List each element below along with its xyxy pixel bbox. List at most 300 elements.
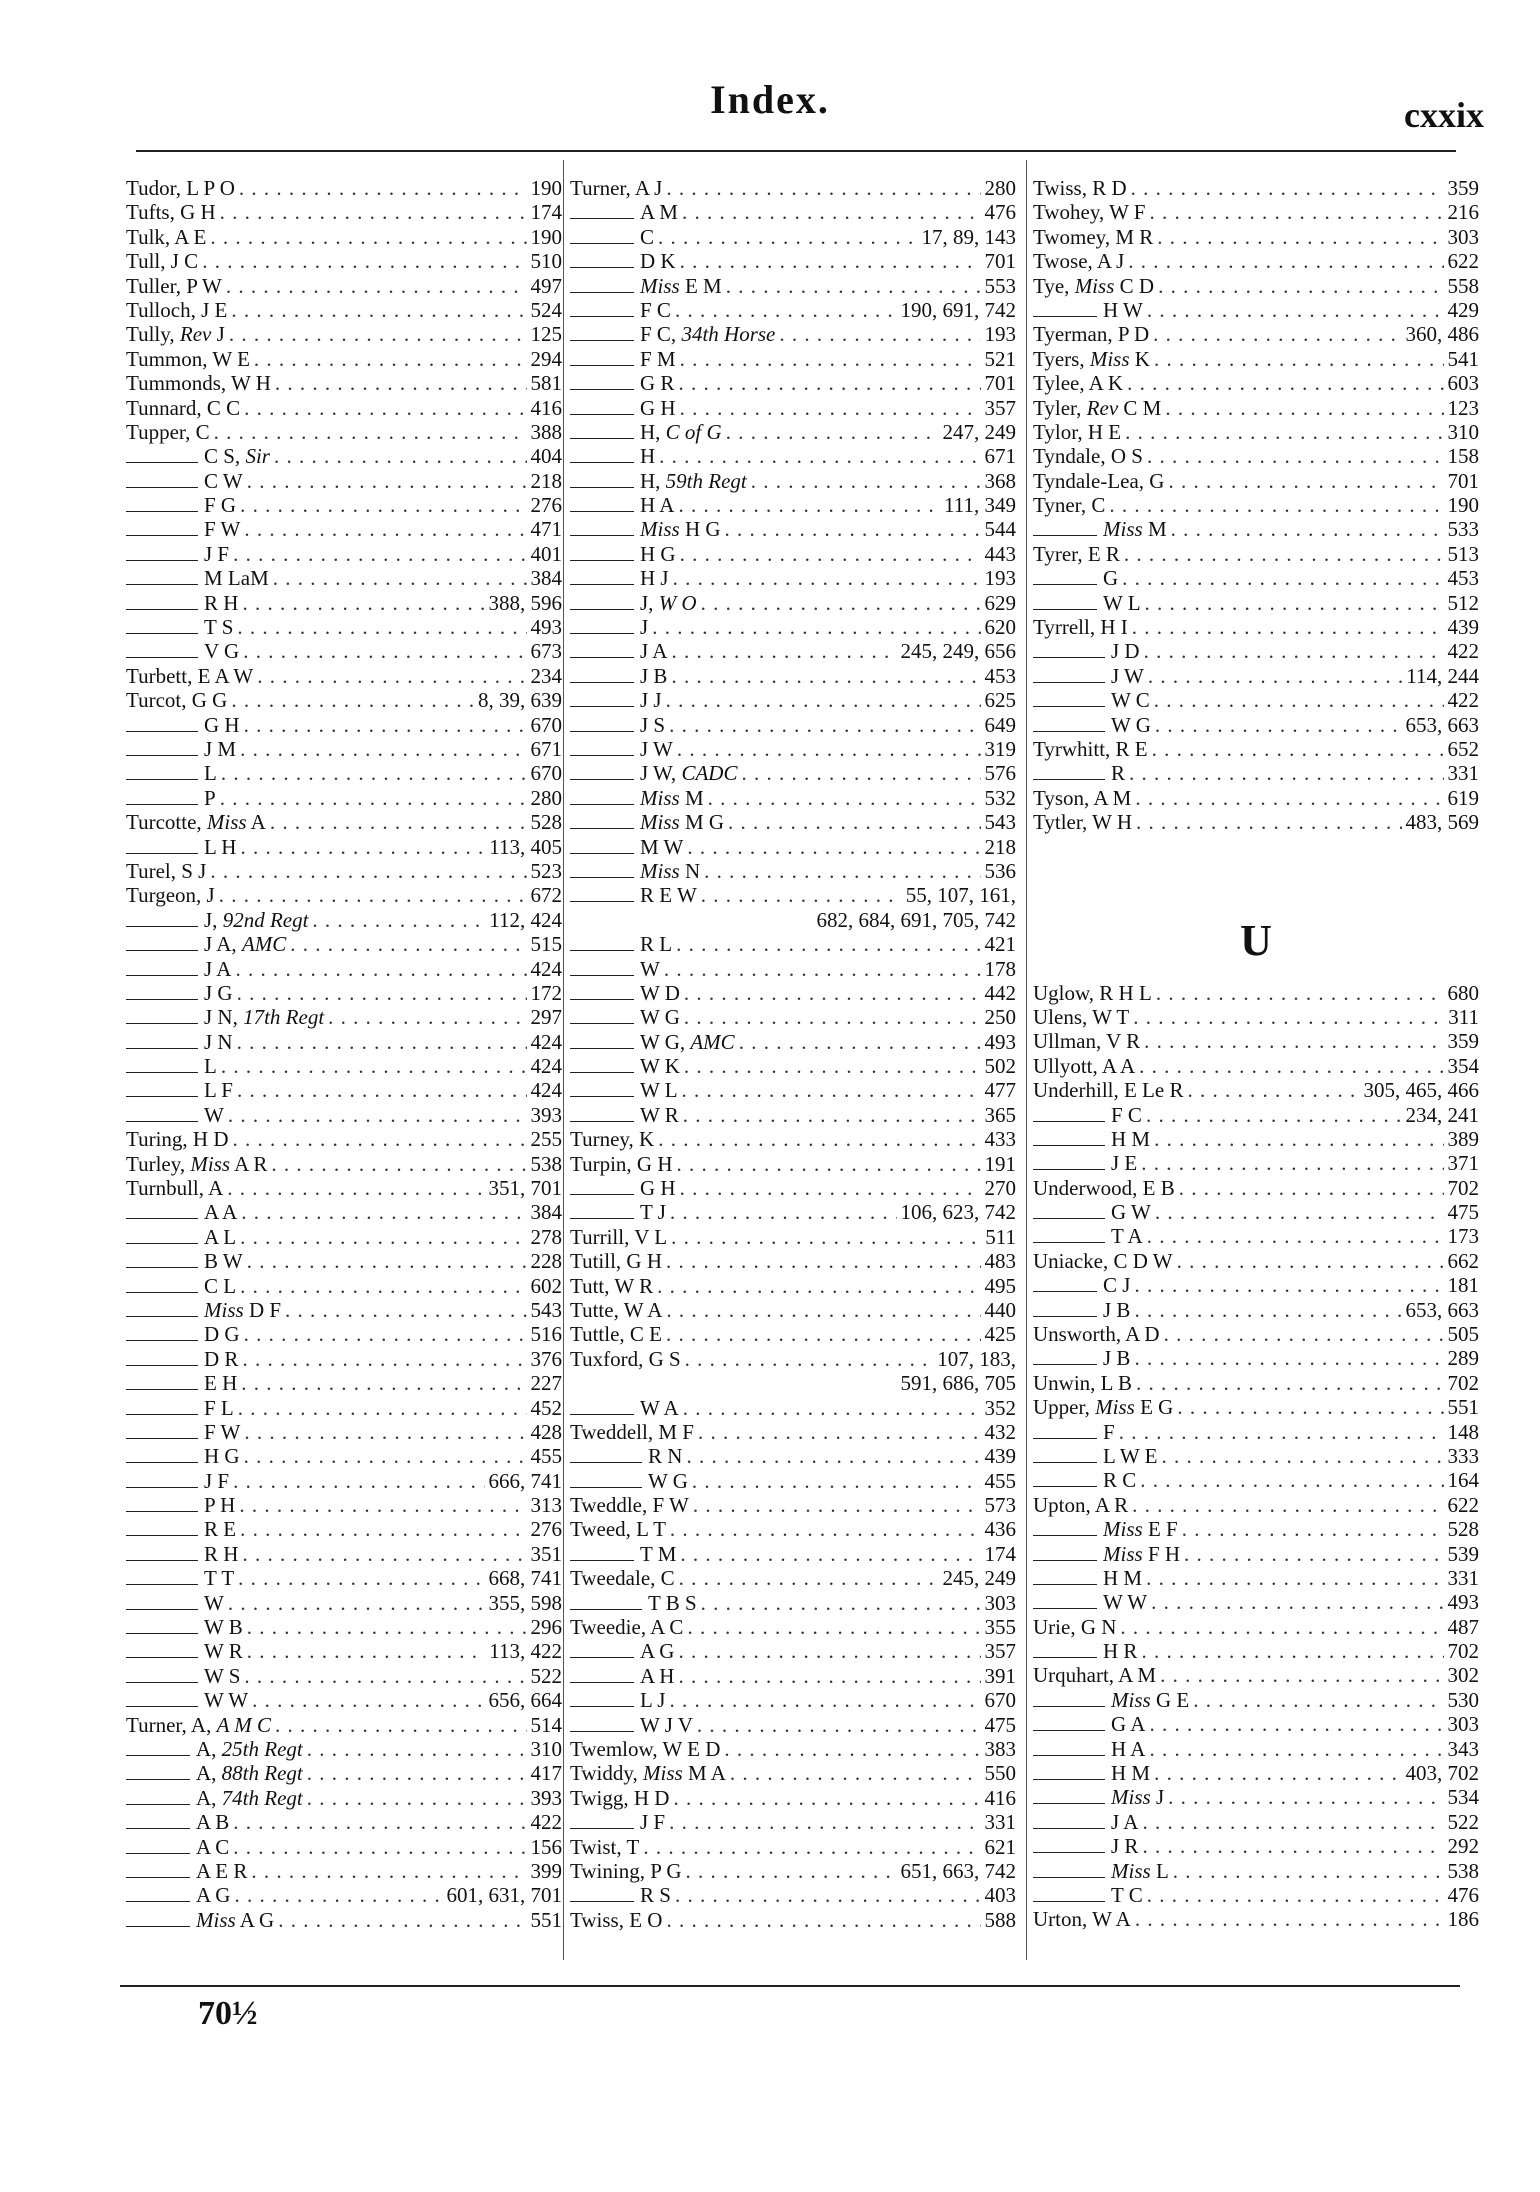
entry-name-italic: Miss xyxy=(1103,517,1143,542)
leader-dots xyxy=(693,1493,981,1517)
ditto-dash xyxy=(570,280,634,293)
page-references: 424 xyxy=(530,956,562,981)
index-entry xyxy=(126,737,562,761)
entry-name-text: H W xyxy=(1103,297,1143,322)
index-entry xyxy=(1033,1663,1479,1687)
page-references: 270 xyxy=(984,1176,1016,1201)
entry-name xyxy=(1111,1737,1145,1761)
page-references: 670 xyxy=(530,761,562,786)
index-entry xyxy=(1033,396,1479,420)
ditto-dash xyxy=(1033,694,1105,707)
leader-dots xyxy=(671,1225,981,1249)
index-entry xyxy=(126,1615,562,1639)
entry-name-text: H J xyxy=(640,566,669,591)
page-references: 551 xyxy=(1447,1395,1479,1420)
leader-dots xyxy=(666,1908,980,1932)
ditto-dash xyxy=(570,938,634,951)
entry-name-text: Tweed, L T xyxy=(570,1517,666,1542)
index-entry xyxy=(570,1639,1016,1663)
page-references: 551 xyxy=(530,1907,562,1932)
entry-name-text: J W xyxy=(640,736,673,761)
ditto-dash xyxy=(126,1084,198,1097)
entry-name xyxy=(204,615,233,639)
entry-name xyxy=(640,713,665,737)
entry-name xyxy=(204,835,236,859)
entry-name-text: C xyxy=(640,224,655,249)
index-entry xyxy=(570,859,1016,883)
ditto-dash xyxy=(1033,645,1105,658)
page-references: 278 xyxy=(530,1224,562,1249)
entry-name-text: Turner, A, xyxy=(126,1712,217,1737)
entry-name xyxy=(640,322,775,346)
ditto-dash xyxy=(126,450,198,463)
entry-name xyxy=(204,1249,243,1273)
page-references: 173 xyxy=(1447,1224,1479,1249)
entry-name-text: J E xyxy=(1111,1151,1138,1176)
leader-dots xyxy=(684,1005,981,1029)
entry-name xyxy=(1103,1298,1130,1322)
page-references: 393 xyxy=(530,1785,562,1810)
page-references: 193 xyxy=(984,566,1016,591)
leader-dots xyxy=(247,469,527,493)
page-references: 534 xyxy=(1447,1785,1479,1810)
index-entry xyxy=(570,1883,1016,1907)
entry-name xyxy=(1103,1346,1130,1370)
entry-name-italic: Rev xyxy=(1086,395,1119,420)
entry-name-suffix: M G xyxy=(679,810,725,835)
page-references: 424 xyxy=(530,1054,562,1079)
leader-dots xyxy=(658,1127,980,1151)
index-entry xyxy=(570,1664,1016,1688)
entry-name-text: H M xyxy=(1103,1565,1143,1590)
leader-dots xyxy=(726,420,939,444)
ditto-dash xyxy=(570,1670,634,1683)
leader-dots xyxy=(1127,371,1443,395)
index-entry xyxy=(570,1908,1016,1932)
leader-dots xyxy=(1132,1493,1443,1517)
ditto-dash xyxy=(1033,1889,1105,1902)
entry-name-suffix: M xyxy=(679,785,704,810)
entry-name xyxy=(570,1322,662,1346)
leader-dots xyxy=(1157,225,1443,249)
ditto-dash xyxy=(126,1841,190,1854)
page-references: 114, 244 xyxy=(1406,663,1479,688)
page-references: 602 xyxy=(530,1273,562,1298)
page-references: 701 xyxy=(984,371,1016,396)
entry-name-italic: Miss xyxy=(1103,1517,1143,1542)
entry-name-italic: C of G xyxy=(665,419,722,444)
index-entry xyxy=(1033,1883,1479,1907)
index-entry xyxy=(570,371,1016,395)
entry-name-text: J G xyxy=(204,980,233,1005)
page-references: 416 xyxy=(530,395,562,420)
ditto-dash xyxy=(1033,1352,1097,1365)
entry-name xyxy=(204,1542,238,1566)
ditto-dash xyxy=(570,621,634,634)
leader-dots xyxy=(285,1298,526,1322)
entry-name xyxy=(1033,322,1149,346)
entry-name xyxy=(640,249,676,273)
index-entry xyxy=(126,639,562,663)
index-entry xyxy=(126,298,562,322)
leader-dots xyxy=(652,615,980,639)
entry-name-text: Tufts, G H xyxy=(126,200,216,225)
entry-name-text: J B xyxy=(1103,1346,1131,1371)
entry-name-text: J, xyxy=(204,907,223,932)
ditto-dash xyxy=(126,1645,198,1658)
leader-dots xyxy=(251,1859,526,1883)
page-references: 164 xyxy=(1447,1468,1479,1493)
ditto-dash xyxy=(126,1475,198,1488)
ditto-dash xyxy=(126,475,198,488)
entry-name xyxy=(1103,298,1143,322)
page-references: 371 xyxy=(1447,1151,1479,1176)
ditto-dash xyxy=(126,1011,198,1024)
page-references: 216 xyxy=(1447,200,1479,225)
entry-name-suffix: J xyxy=(1150,1785,1165,1810)
index-entry xyxy=(126,835,562,859)
index-entry xyxy=(570,835,1016,859)
leader-dots xyxy=(270,810,527,834)
entry-name xyxy=(196,1908,274,1932)
index-entry xyxy=(126,1737,562,1761)
page-references: 524 xyxy=(530,297,562,322)
entry-name xyxy=(196,1883,230,1907)
entry-name-italic: Miss xyxy=(1111,1785,1151,1810)
index-entry xyxy=(1033,1542,1479,1566)
page-references: 493 xyxy=(530,615,562,640)
ditto-dash xyxy=(126,1036,198,1049)
entry-name-text: Twining, P G xyxy=(570,1858,682,1883)
entry-name xyxy=(640,1396,679,1420)
leader-dots xyxy=(726,274,981,298)
leader-dots xyxy=(685,1347,934,1371)
entry-name xyxy=(640,1688,665,1712)
page-references: 384 xyxy=(530,566,562,591)
page-references: 682, 684, 691, 705, 742 xyxy=(816,907,1016,932)
entry-name xyxy=(570,1249,662,1273)
entry-name xyxy=(1111,761,1125,785)
leader-dots xyxy=(257,664,526,688)
entry-name xyxy=(640,420,722,444)
entry-name-text: F C xyxy=(1111,1102,1142,1127)
index-entry xyxy=(570,1591,1016,1615)
entry-name-text: Turner, A J xyxy=(570,176,663,200)
page-references: 106, 623, 742 xyxy=(900,1200,1016,1225)
ditto-dash xyxy=(570,1182,634,1195)
ditto-dash xyxy=(570,1450,642,1463)
leader-dots xyxy=(220,786,527,810)
entry-name xyxy=(1033,1054,1135,1078)
leader-dots xyxy=(238,1566,484,1590)
ditto-dash xyxy=(126,1450,198,1463)
leader-dots xyxy=(1154,688,1444,712)
page-references: 601, 631, 701 xyxy=(446,1883,562,1908)
ditto-dash xyxy=(126,1255,198,1268)
entry-name-text: P xyxy=(204,785,216,810)
entry-name xyxy=(196,1737,303,1761)
entry-name xyxy=(640,737,673,761)
index-entry xyxy=(126,810,562,834)
page-references: 651, 663, 742 xyxy=(900,1858,1016,1883)
page-references: 276 xyxy=(530,1517,562,1542)
page-references: 276 xyxy=(530,493,562,518)
leader-dots xyxy=(231,298,526,322)
entry-name xyxy=(640,396,676,420)
entry-name xyxy=(1033,1371,1132,1395)
page-references: 178 xyxy=(984,956,1016,981)
entry-name xyxy=(126,371,271,395)
index-entry xyxy=(1033,1151,1479,1175)
leader-dots xyxy=(1154,1127,1443,1151)
leader-dots xyxy=(1168,469,1443,493)
ditto-dash xyxy=(126,645,198,658)
entry-name xyxy=(570,1566,675,1590)
entry-name-text: J A xyxy=(1111,1809,1139,1834)
entry-name-text: J W, xyxy=(640,761,682,786)
page-references: 351 xyxy=(530,1541,562,1566)
entry-name xyxy=(640,810,724,834)
entry-name-text: Tudor, L P O xyxy=(126,176,235,200)
entry-name-text: J S xyxy=(640,712,666,737)
index-entry xyxy=(1033,1615,1479,1639)
page-references: 625 xyxy=(984,688,1016,713)
entry-name-text: Ullman, V R xyxy=(1033,1029,1141,1054)
entry-name-suffix: J xyxy=(211,322,225,347)
entry-name-suffix: D F xyxy=(243,1297,282,1322)
entry-name-text: Tyson, A M xyxy=(1033,785,1132,810)
entry-name-text: D R xyxy=(204,1346,239,1371)
entry-name-text: W C xyxy=(1111,688,1150,713)
index-entry xyxy=(570,957,1016,981)
leader-dots xyxy=(1173,1859,1444,1883)
leader-dots xyxy=(675,298,897,322)
leader-dots xyxy=(673,566,981,590)
page-references: 333 xyxy=(1447,1443,1479,1468)
entry-name-text: Tweedie, A C xyxy=(570,1615,684,1640)
page-references: 530 xyxy=(1447,1687,1479,1712)
leader-dots xyxy=(1164,1322,1444,1346)
leader-dots xyxy=(686,1444,980,1468)
entry-name-text: Twiddy, xyxy=(570,1761,643,1786)
leader-dots xyxy=(692,1469,981,1493)
leader-dots xyxy=(666,1322,981,1346)
footer-rule xyxy=(120,1985,1460,1987)
index-entry xyxy=(126,1225,562,1249)
leader-dots xyxy=(673,1786,980,1810)
leader-dots xyxy=(658,225,917,249)
entry-name-italic: Miss xyxy=(1089,346,1130,371)
page-references: 55, 107, 161, xyxy=(905,883,1016,908)
entry-name xyxy=(640,566,669,590)
entry-name xyxy=(204,1103,224,1127)
page-references: 190 xyxy=(530,224,562,249)
leader-dots xyxy=(678,493,940,517)
entry-name-text: H A xyxy=(640,493,675,518)
entry-name-text: G H xyxy=(640,1176,676,1201)
index-entry xyxy=(1033,713,1479,737)
entry-name-italic: Miss xyxy=(1111,1687,1151,1712)
entry-name xyxy=(1111,1859,1169,1883)
page-references: 403, 702 xyxy=(1405,1761,1479,1786)
entry-name xyxy=(640,786,704,810)
index-entry xyxy=(126,249,562,273)
entry-name xyxy=(1111,1785,1164,1809)
leader-dots xyxy=(290,932,526,956)
index-entry xyxy=(1033,1590,1479,1614)
index-entry xyxy=(126,542,562,566)
entry-name-italic: Miss xyxy=(640,273,680,298)
entry-name xyxy=(570,1615,683,1639)
leader-dots xyxy=(227,1176,484,1200)
entry-name xyxy=(570,1127,654,1151)
index-entry xyxy=(570,1152,1016,1176)
index-entry xyxy=(1033,981,1479,1005)
page-references: 429 xyxy=(1447,297,1479,322)
entry-name xyxy=(1103,1542,1180,1566)
ditto-dash xyxy=(570,523,634,536)
index-entry xyxy=(1033,1176,1479,1200)
entry-name-text: J N, xyxy=(204,1005,244,1030)
entry-name-italic: 92nd Regt xyxy=(222,907,309,932)
entry-name-text: Turing, H D xyxy=(126,1127,229,1152)
entry-name-text: Tyers, xyxy=(1033,346,1090,371)
entry-name xyxy=(640,444,655,468)
entry-name-text: W J V xyxy=(640,1712,693,1737)
index-entry xyxy=(126,1444,562,1468)
entry-name xyxy=(204,1298,281,1322)
ditto-dash xyxy=(570,792,634,805)
leader-dots xyxy=(1144,1029,1443,1053)
page-references: 455 xyxy=(530,1444,562,1469)
page-references: 296 xyxy=(530,1615,562,1640)
entry-name-text: Upton, A R xyxy=(1033,1492,1129,1517)
entry-name xyxy=(1033,420,1121,444)
leader-dots xyxy=(1171,517,1444,541)
index-entry xyxy=(1033,1249,1479,1273)
entry-name-text: J B xyxy=(1103,1297,1131,1322)
leader-dots xyxy=(1129,761,1443,785)
entry-name-text: Tutill, G H xyxy=(570,1249,663,1274)
page-references: 401 xyxy=(530,541,562,566)
entry-name-text: J J xyxy=(640,688,662,713)
index-entry xyxy=(570,298,1016,322)
index-entry xyxy=(570,1396,1016,1420)
entry-name xyxy=(204,1688,248,1712)
leader-dots xyxy=(1128,249,1443,273)
page-references: 245, 249 xyxy=(942,1566,1016,1591)
index-entry xyxy=(1033,1371,1479,1395)
page-references: 297 xyxy=(530,1005,562,1030)
leader-dots xyxy=(237,615,526,639)
entry-name xyxy=(640,298,671,322)
entry-name xyxy=(204,1469,229,1493)
entry-name-text: H R xyxy=(1103,1639,1138,1664)
page-references: 539 xyxy=(1447,1541,1479,1566)
entry-name-suffix: K xyxy=(1129,346,1150,371)
entry-name xyxy=(640,1713,693,1737)
index-entry xyxy=(1033,664,1479,688)
ditto-dash xyxy=(126,572,198,585)
page-references: 553 xyxy=(984,273,1016,298)
page-references: 497 xyxy=(530,273,562,298)
entry-name-text: Twemlow, W E D xyxy=(570,1737,721,1761)
entry-name xyxy=(126,1713,271,1737)
ditto-dash xyxy=(126,938,198,951)
ditto-dash xyxy=(570,816,634,829)
entry-name xyxy=(570,1298,662,1322)
ditto-dash xyxy=(1033,597,1097,610)
index-entry xyxy=(570,249,1016,273)
entry-name xyxy=(1111,688,1150,712)
leader-dots xyxy=(1155,713,1402,737)
leader-dots xyxy=(728,810,980,834)
index-entry xyxy=(126,1274,562,1298)
index-entry xyxy=(126,1030,562,1054)
index-entry xyxy=(570,1786,1016,1810)
leader-dots xyxy=(682,1078,981,1102)
index-entry xyxy=(1033,1078,1479,1102)
index-entry xyxy=(1033,444,1479,468)
index-entry xyxy=(126,1688,562,1712)
entry-name xyxy=(640,225,654,249)
entry-name xyxy=(204,713,240,737)
page-references: 351, 701 xyxy=(488,1176,562,1201)
leader-dots xyxy=(233,1469,484,1493)
entry-name xyxy=(204,1005,324,1029)
entry-name-text: Tweddle, F W xyxy=(570,1493,689,1518)
entry-name-text: L xyxy=(204,1054,217,1079)
ditto-dash xyxy=(570,743,634,756)
ditto-dash xyxy=(126,1694,198,1707)
ditto-dash xyxy=(570,450,634,463)
entry-name-italic: Miss xyxy=(640,785,680,810)
ditto-dash xyxy=(570,255,634,268)
page-references: 576 xyxy=(984,761,1016,786)
entry-name xyxy=(1033,810,1132,834)
entry-name xyxy=(1033,1395,1173,1419)
page-references: 453 xyxy=(984,663,1016,688)
page-references: 619 xyxy=(1447,785,1479,810)
entry-name-text: W A xyxy=(640,1395,679,1420)
index-entry xyxy=(570,883,1016,907)
ditto-dash xyxy=(570,304,634,317)
entry-name xyxy=(1103,1590,1147,1614)
ditto-dash xyxy=(1033,1450,1097,1463)
index-entry xyxy=(126,883,562,907)
entry-name-text: A G xyxy=(196,1883,231,1908)
entry-name xyxy=(126,1152,267,1176)
entry-name-text: H, xyxy=(640,468,666,493)
index-entry xyxy=(1033,542,1479,566)
entry-name-text: Twigg, H D xyxy=(570,1785,670,1810)
entry-name-text: L J xyxy=(640,1688,666,1713)
entry-name xyxy=(640,1103,679,1127)
leader-dots xyxy=(666,1298,980,1322)
entry-name xyxy=(204,932,286,956)
entry-name xyxy=(1111,1810,1138,1834)
entry-name-italic: Miss xyxy=(643,1761,683,1786)
entry-name-text: R L xyxy=(640,932,673,957)
index-entry xyxy=(1033,1200,1479,1224)
index-entry xyxy=(570,1200,1016,1224)
leader-dots xyxy=(671,639,896,663)
page-references: 436 xyxy=(984,1517,1016,1542)
entry-name xyxy=(126,1176,223,1200)
page-references: 228 xyxy=(530,1249,562,1274)
leader-dots xyxy=(244,396,526,420)
page-references: 538 xyxy=(530,1151,562,1176)
